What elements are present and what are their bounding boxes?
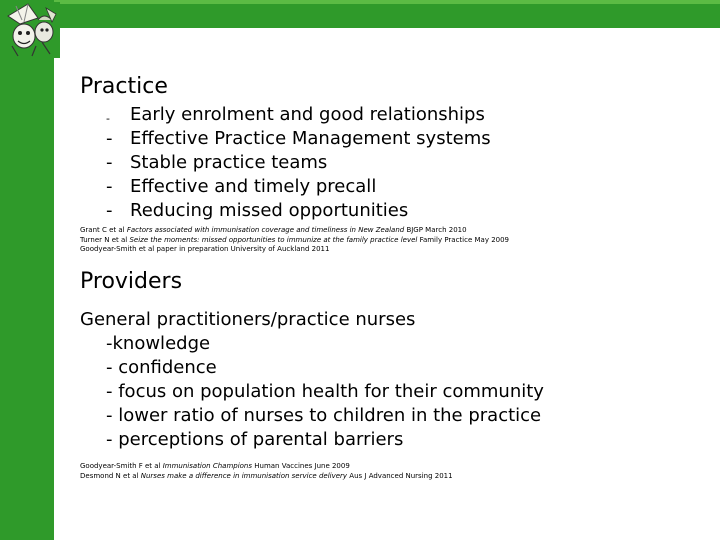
reference-title: Immunisation Champions bbox=[162, 462, 253, 470]
list-item bbox=[106, 127, 626, 151]
providers-heading: Providers bbox=[80, 269, 183, 294]
reference-source: Human Vaccines June 2009 bbox=[252, 462, 350, 470]
list-item: - lower ratio of nurses to children in the practice bbox=[106, 405, 542, 426]
list-item-text: Effective Practice Management systems bbox=[130, 128, 491, 149]
green-frame-top bbox=[0, 0, 720, 28]
bullet-dash: - bbox=[106, 152, 113, 173]
reference-source: Family Practice May 2009 bbox=[417, 235, 510, 244]
reference-title: Nurses make a difference in immunisation service delivery bbox=[140, 471, 348, 480]
bullet-dash: - bbox=[106, 176, 113, 197]
reference-source: BJGP March 2010 bbox=[404, 226, 467, 234]
green-frame-left bbox=[0, 0, 54, 540]
list-item bbox=[106, 151, 626, 175]
reference bbox=[80, 462, 453, 472]
list-item-text: Early enrolment and good relationships bbox=[130, 104, 485, 125]
reference bbox=[80, 226, 509, 236]
providers-subheading: General practitioners/practice nurses bbox=[80, 309, 416, 330]
reference bbox=[80, 236, 509, 246]
practice-heading: Practice bbox=[80, 74, 168, 99]
list-item: - confidence bbox=[106, 357, 217, 378]
bullet-dash: - bbox=[106, 128, 113, 149]
reference-source: Aus J Advanced Nursing 2011 bbox=[347, 471, 453, 480]
list-item bbox=[106, 199, 626, 223]
list-item bbox=[106, 175, 626, 199]
practice-list bbox=[106, 103, 626, 223]
green-frame-highlight bbox=[0, 0, 720, 4]
reference bbox=[80, 472, 453, 482]
reference-authors: Desmond N et al bbox=[80, 471, 141, 480]
list-item-text: Stable practice teams bbox=[130, 152, 328, 173]
reference-title: Factors associated with immunisation coverage and timeliness in New Zealand bbox=[126, 226, 405, 234]
list-item: - perceptions of parental barriers bbox=[106, 429, 404, 450]
reference-authors: Goodyear-Smith F et al bbox=[80, 462, 163, 470]
bullet-dash: - bbox=[106, 112, 110, 125]
list-item-text: Reducing missed opportunities bbox=[130, 200, 409, 221]
list-item-text: Effective and timely precall bbox=[130, 176, 377, 197]
mascot-logo-icon bbox=[2, 2, 60, 58]
bullet-dash: - bbox=[106, 200, 113, 221]
list-item bbox=[106, 103, 626, 127]
reference-title: Seize the moments: missed opportunities to immunize at the family practice level bbox=[129, 235, 418, 244]
list-item: - focus on population health for their community bbox=[106, 381, 544, 402]
reference-authors: Turner N et al bbox=[80, 235, 130, 244]
providers-references bbox=[80, 462, 453, 481]
reference bbox=[80, 245, 509, 255]
list-item: -knowledge bbox=[106, 333, 211, 354]
reference-authors: Goodyear-Smith et al paper in preparation University of Auckland 2011 bbox=[80, 245, 330, 253]
practice-references bbox=[80, 226, 509, 255]
reference-authors: Grant C et al bbox=[80, 226, 127, 234]
providers-list bbox=[106, 332, 544, 452]
